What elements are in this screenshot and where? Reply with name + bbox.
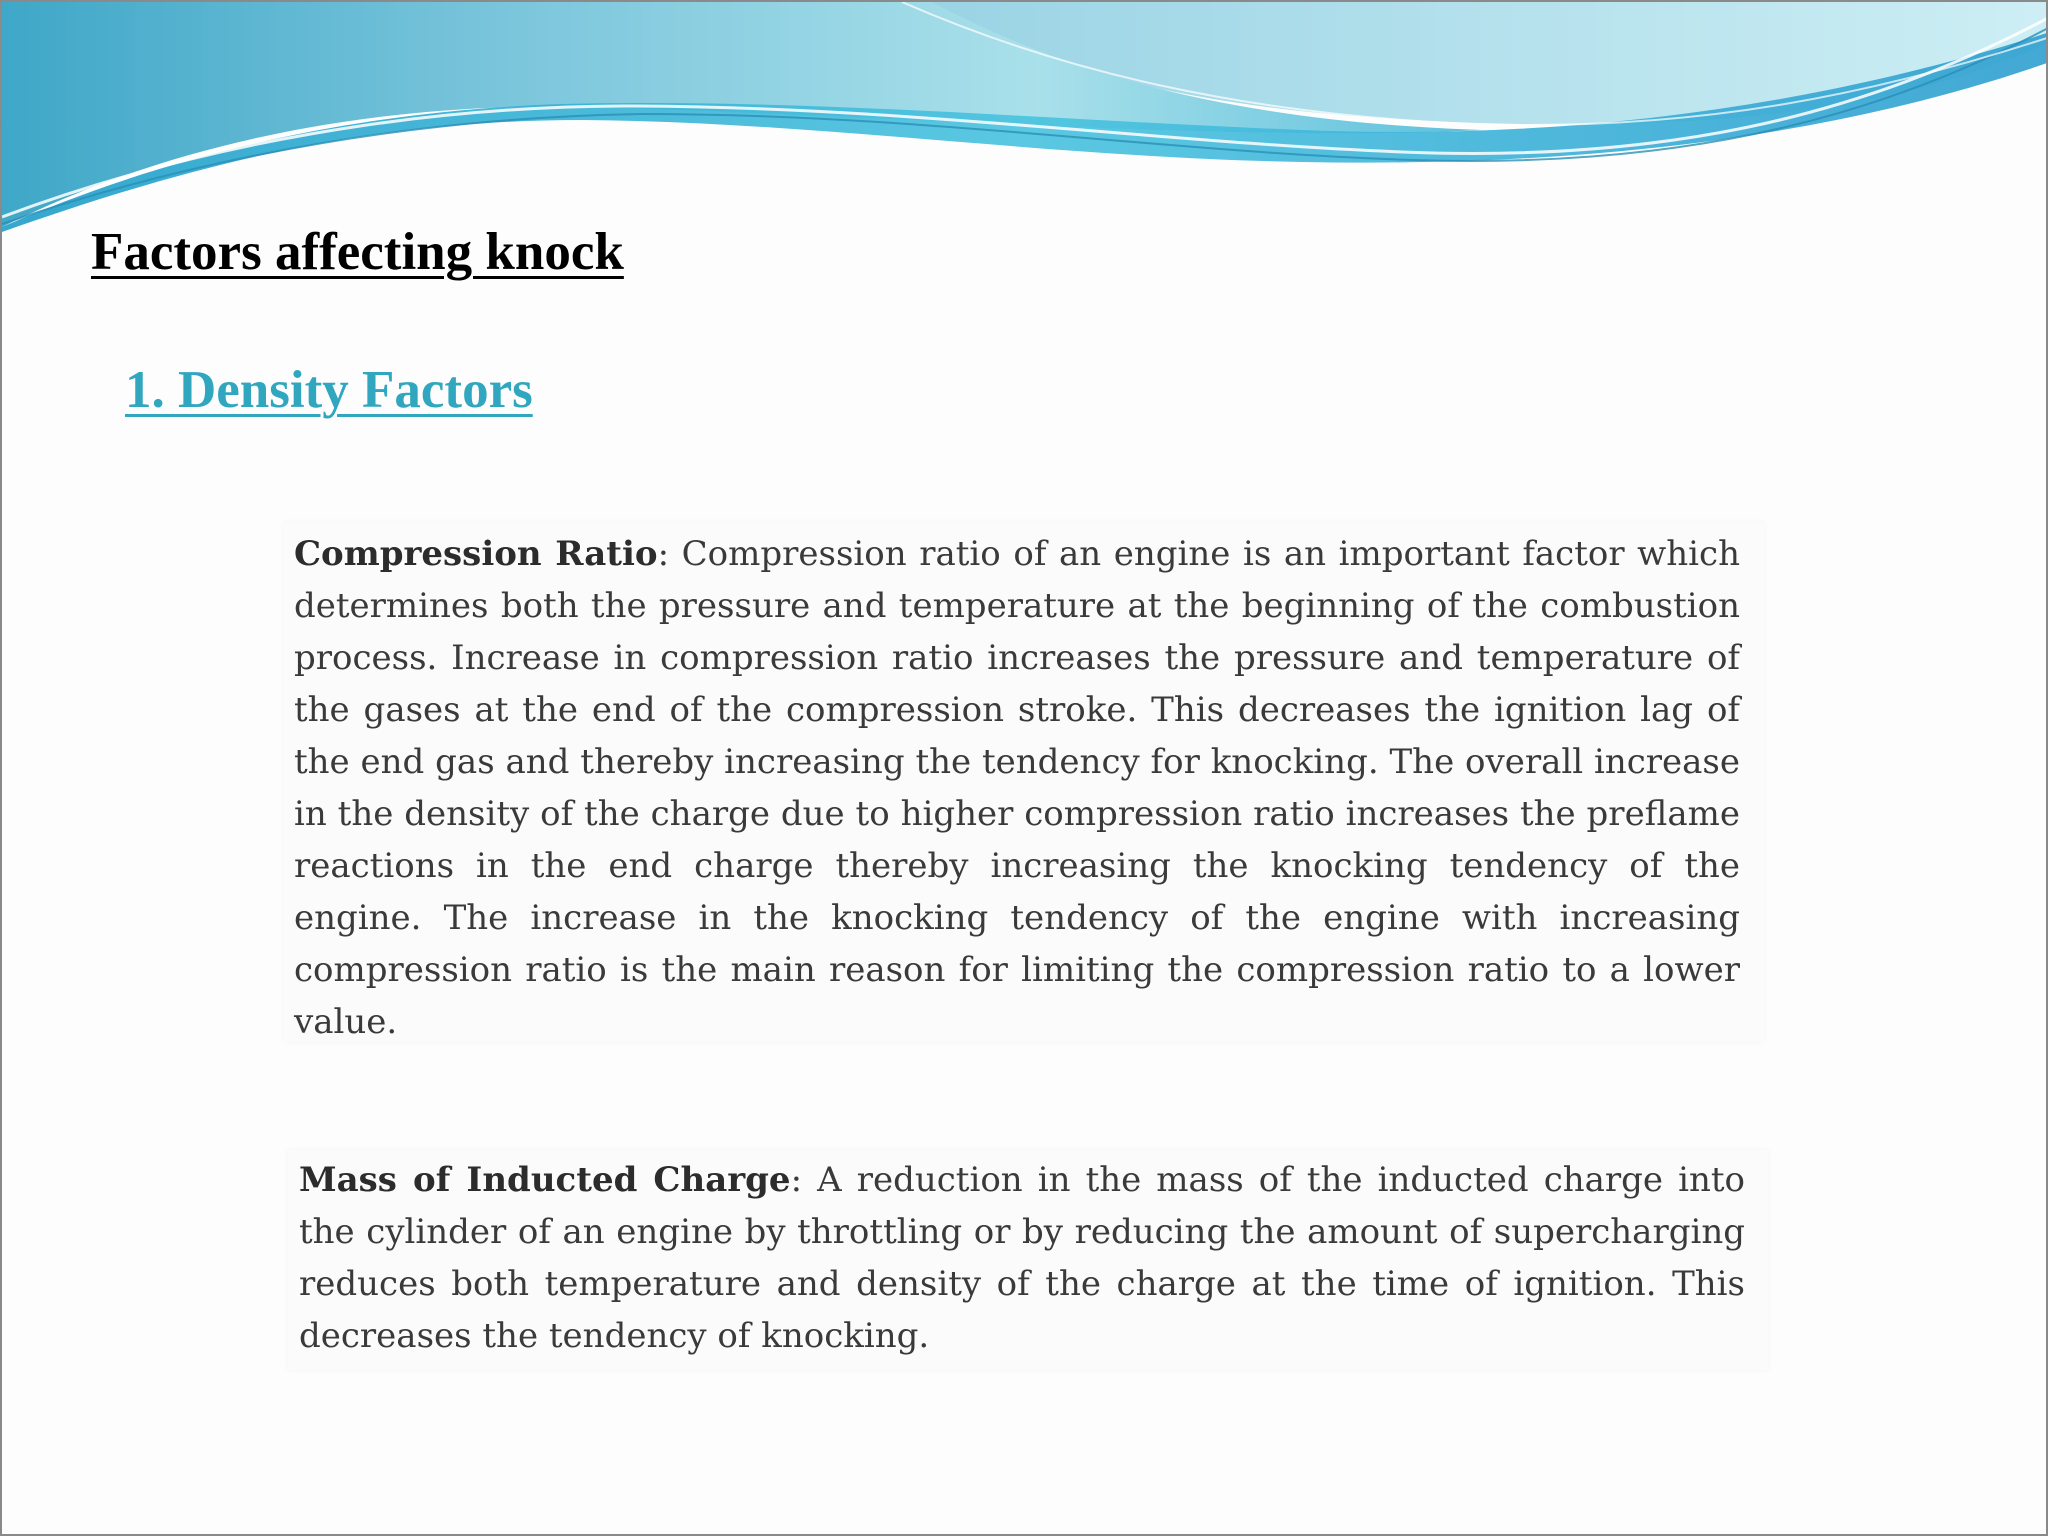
term-mass-of-inducted-charge: Mass of Inducted Charge [299,1160,791,1200]
term-separator: : [790,1160,818,1200]
paragraph-text: Compression ratio of an engine is an important factor which determines both the pressure and temperature at the beginning of the combustion process. Increase in compression ratio increases the pressure and temperature of the gases at the end of the compression stroke. This decreases the ignition lag of the end gas and thereby increasing the tendency for knocking. The overall increase in the density of the charge due to higher compression ratio increases the preflame reactions in the end charge thereby increasing the knocking tendency of the engine. The increase in the knocking tendency of the engine with increasing compression ratio is the main reason for limiting the compression ratio to a lower value. [294,534,1740,1042]
section-heading: 1. Density Factors [125,361,533,419]
term-separator: : [657,534,682,574]
paragraph-mass-of-inducted-charge [299,1154,1745,1362]
slide-title: Factors affecting knock [91,223,624,281]
paragraph-text: A reduction in the mass of the inducted charge into the cylinder of an engine by throttling or by reducing the amount of supercharging reduces both temperature and density of the charge at the time of ignition. This decreases the tendency of knocking. [299,1160,1745,1356]
term-compression-ratio: Compression Ratio [294,534,658,574]
paragraph-compression-ratio [294,528,1740,1048]
header-wave-decoration [2,2,2048,242]
